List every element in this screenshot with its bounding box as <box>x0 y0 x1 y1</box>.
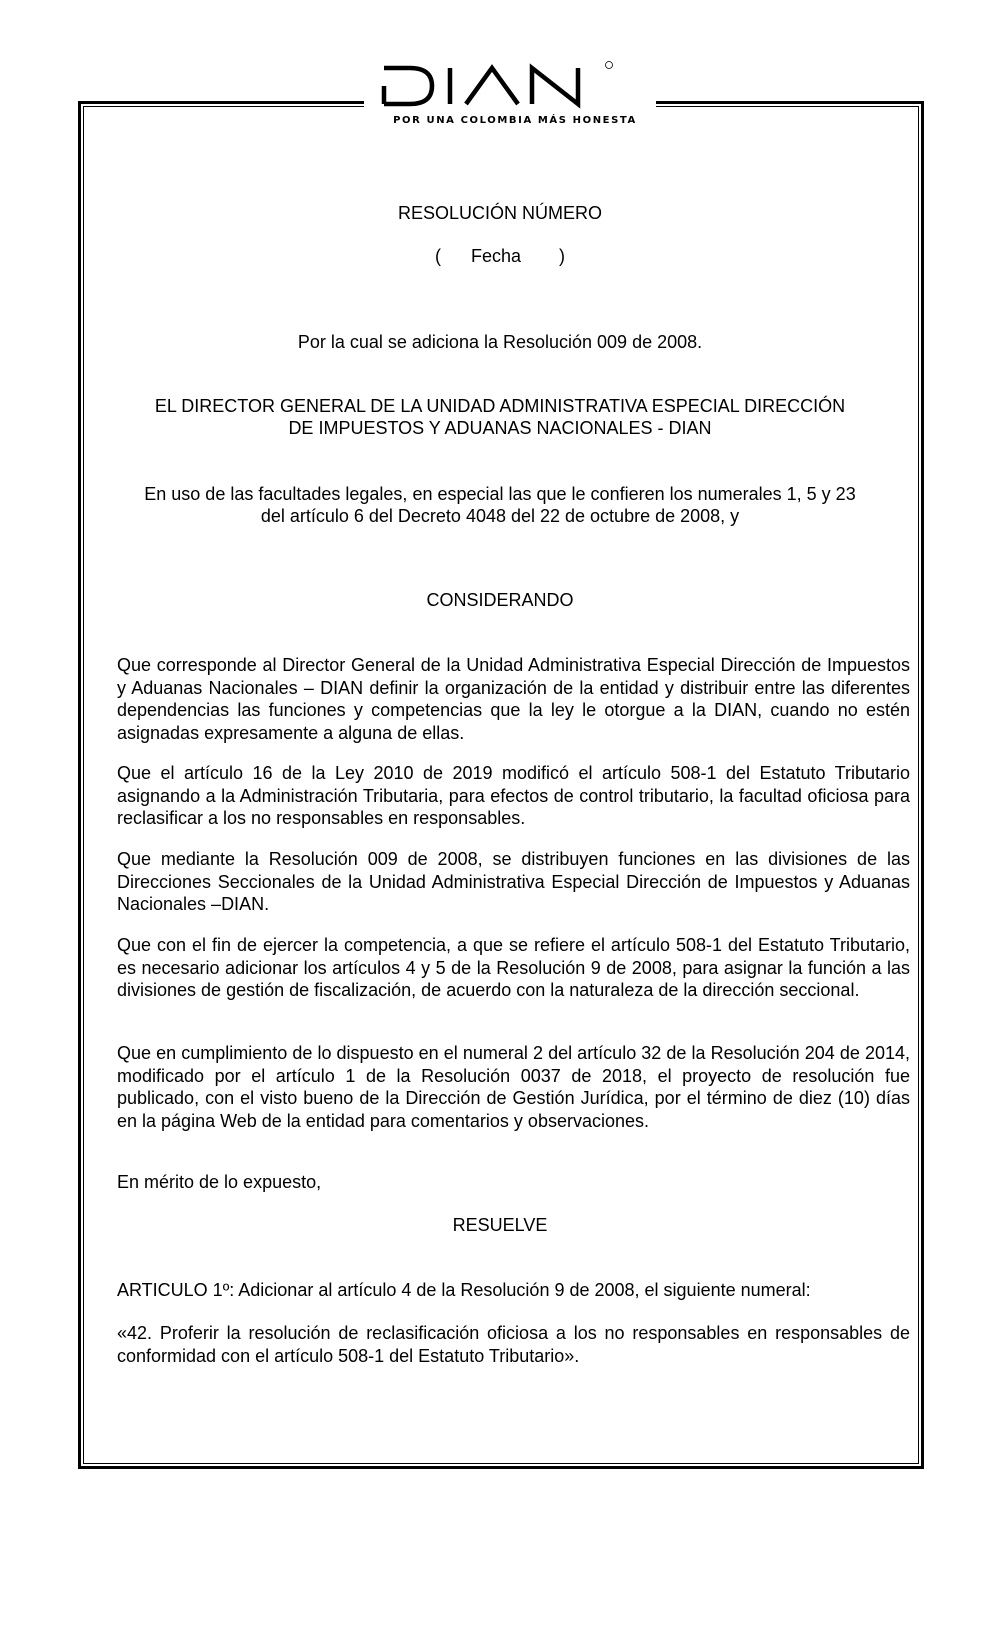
authority-line-2: DE IMPUESTOS Y ADUANAS NACIONALES - DIAN <box>288 418 712 438</box>
date-label: Fecha <box>470 246 522 266</box>
powers-line-2: del artículo 6 del Decreto 4048 del 22 de octubre de 2008, y <box>260 506 740 526</box>
resolution-title: RESOLUCIÓN NÚMERO <box>397 203 603 223</box>
logo-slogan: POR UNA COLOMBIA MÁS HONESTA <box>393 115 637 126</box>
resolution-subject: Por la cual se adiciona la Resolución 009 de 2008. <box>297 332 703 352</box>
date-close-paren: ) <box>559 246 566 266</box>
article-1: ARTICULO 1º: Adicionar al artículo 4 de la Resolución 9 de 2008, el siguiente numeral: <box>117 1280 811 1300</box>
authority-line-1: EL DIRECTOR GENERAL DE LA UNIDAD ADMINISTRATIVA ESPECIAL DIRECCIÓN <box>154 396 846 416</box>
resuelve-heading: RESUELVE <box>452 1215 548 1235</box>
resolution-date <box>110 245 890 267</box>
merito-line: En mérito de lo expuesto, <box>117 1172 322 1192</box>
considerando-paragraph: Que mediante la Resolución 009 de 2008, se distribuyen funciones en las divisiones de las Direcciones Seccionales de la Unidad Administrativa Especial Dirección de Impuestos y Aduanas Nacionales –DIAN. <box>117 849 910 915</box>
date-open-paren: ( <box>434 246 441 266</box>
considerando-paragraph: Que corresponde al Director General de la Unidad Administrativa Especial Dirección de Impuestos y Aduanas Nacionales – DIAN definir la organización de la entidad y distribuir entre las diferentes dependencias las funciones y competencias que la ley le otorgue a la DIAN, cuando no estén asignadas expresamente a alguna de ellas. <box>117 655 910 744</box>
considerando-paragraph: Que el artículo 16 de la Ley 2010 de 2019 modificó el artículo 508-1 del Estatuto Tributario asignando a la Administración Tributaria, para efectos de control tributario, la facultad oficiosa para reclasificar a los no responsables en responsables. <box>117 763 910 829</box>
numeral-42: «42. Proferir la resolución de reclasificación oficiosa a los no responsables en responsables de conformidad con el artículo 508-1 del Estatuto Tributario». <box>117 1323 910 1366</box>
considerando-paragraph: Que con el fin de ejercer la competencia, a que se refiere el artículo 508-1 del Estatuto Tributario, es necesario adicionar los artículos 4 y 5 de la Resolución 9 de 2008, para asignar la función a las divisiones de gestión de fiscalización, de acuerdo con la naturaleza de la dirección seccional. <box>117 935 910 1001</box>
powers-line-1: En uso de las facultades legales, en especial las que le confieren los numerales 1, 5 y 23 <box>144 484 856 504</box>
considerando-paragraph: Que en cumplimiento de lo dispuesto en el numeral 2 del artículo 32 de la Resolución 204 de 2014, modificado por el artículo 1 de la Resolución 0037 de 2018, el proyecto de resolución fue publicado, con el visto bueno de la Dirección de Gestión Jurídica, por el término de diez (10) días en la página Web de la entidad para comentarios y observaciones. <box>117 1043 910 1132</box>
considerando-heading: CONSIDERANDO <box>426 590 574 610</box>
